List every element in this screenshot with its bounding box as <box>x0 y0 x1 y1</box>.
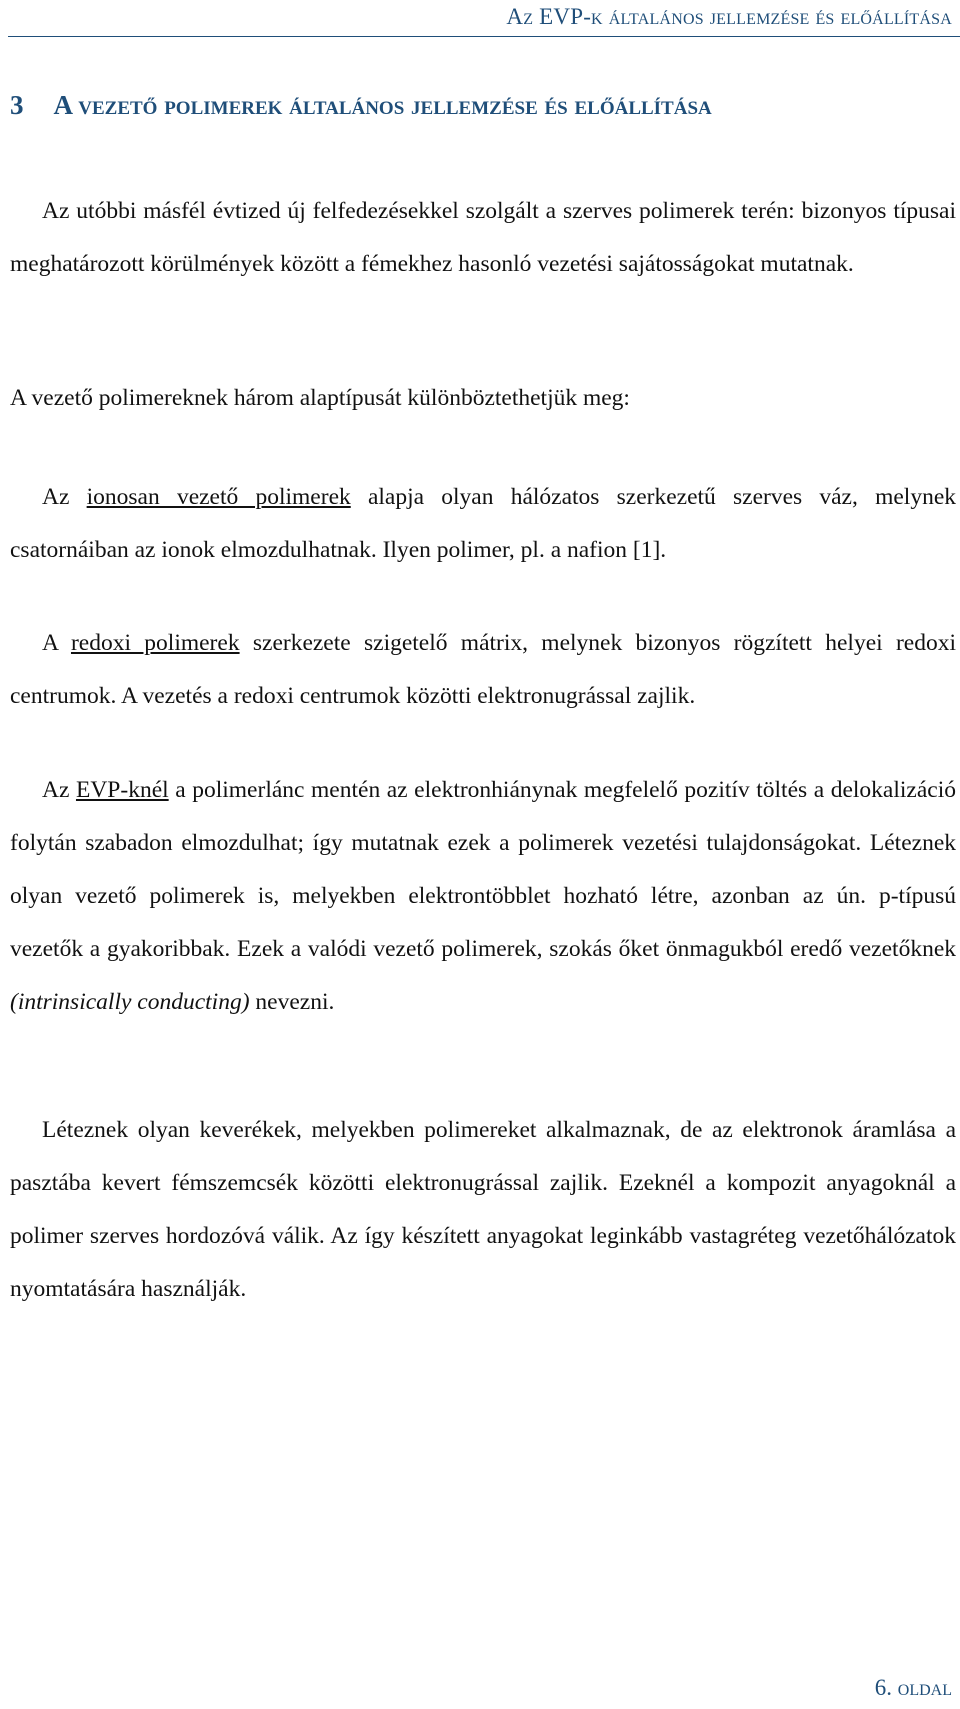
chapter-heading <box>10 90 712 121</box>
paragraph-evp <box>10 764 956 1029</box>
redox-lead: A <box>42 630 71 656</box>
page-word: oldal <box>897 1675 952 1700</box>
paragraph-composites: Léteznek olyan keverékek, melyekben polimereket alkalmaznak, de az elektronok áramlása a pasztába kevert fémszemcsék közötti elektronugrással zajlik. Ezeknél a kompozit anyagoknál a polimer szerves hordozóvá válik. Az így készített anyagokat leginkább vastagréteg vezetőhálózatok nyomtatására használják. <box>10 1117 956 1302</box>
ionic-term: ionosan vezető polimerek <box>86 484 351 510</box>
ionic-rest: alapja olyan hálózatos szerkezetű szerves váz, melynek csatornáiban az ionok elmozdulhatnak. Ilyen polimer, pl. a nafion [1]. <box>10 484 956 563</box>
paragraph-redox <box>10 617 956 723</box>
header-rule <box>8 36 960 37</box>
ionic-lead: Az <box>42 484 87 510</box>
evp-tail: nevezni. <box>249 989 335 1015</box>
chapter-title: A vezető polimerek általános jellemzése és előállítása <box>53 90 712 120</box>
redox-term: redoxi polimerek <box>70 630 240 656</box>
page-number: 6. <box>874 1675 893 1700</box>
paragraph-types-intro: A vezető polimereknek három alaptípusát különböztethetjük meg: <box>10 385 630 411</box>
paragraph-ionic <box>10 471 956 577</box>
evp-term: EVP-knél <box>75 777 169 803</box>
running-header: Az EVP-k általános jellemzése és előállítása <box>506 4 952 29</box>
chapter-number: 3 <box>10 90 24 120</box>
redox-rest: szerkezete szigetelő mátrix, melynek bizonyos rögzített helyei redoxi centrumok. A vezetés a redoxi centrumok közötti elektronugrással zajlik. <box>10 630 956 709</box>
evp-italic-term: (intrinsically conducting) <box>10 989 250 1015</box>
page-footer <box>875 1675 952 1701</box>
evp-lead: Az <box>42 777 76 803</box>
paragraph-intro: Az utóbbi másfél évtized új felfedezésekkel szolgált a szerves polimerek terén: bizonyos típusai meghatározott körülmények között a fémekhez hasonló vezetési sajátosságokat mutatnak. <box>10 198 956 277</box>
evp-rest: a polimerlánc mentén az elektronhiánynak megfelelő pozitív töltés a delokalizáció folytán szabadon elmozdulhat; így mutatnak ezek a polimerek vezetési tulajdonságokat. Léteznek olyan vezető polimerek is, melyekben elektrontöbblet hozható létre, azonban az ún. p-típusú vezetők a gyakoribbak. Ezek a valódi vezető polimerek, szokás őket önmagukból eredő vezetőknek <box>10 777 956 962</box>
